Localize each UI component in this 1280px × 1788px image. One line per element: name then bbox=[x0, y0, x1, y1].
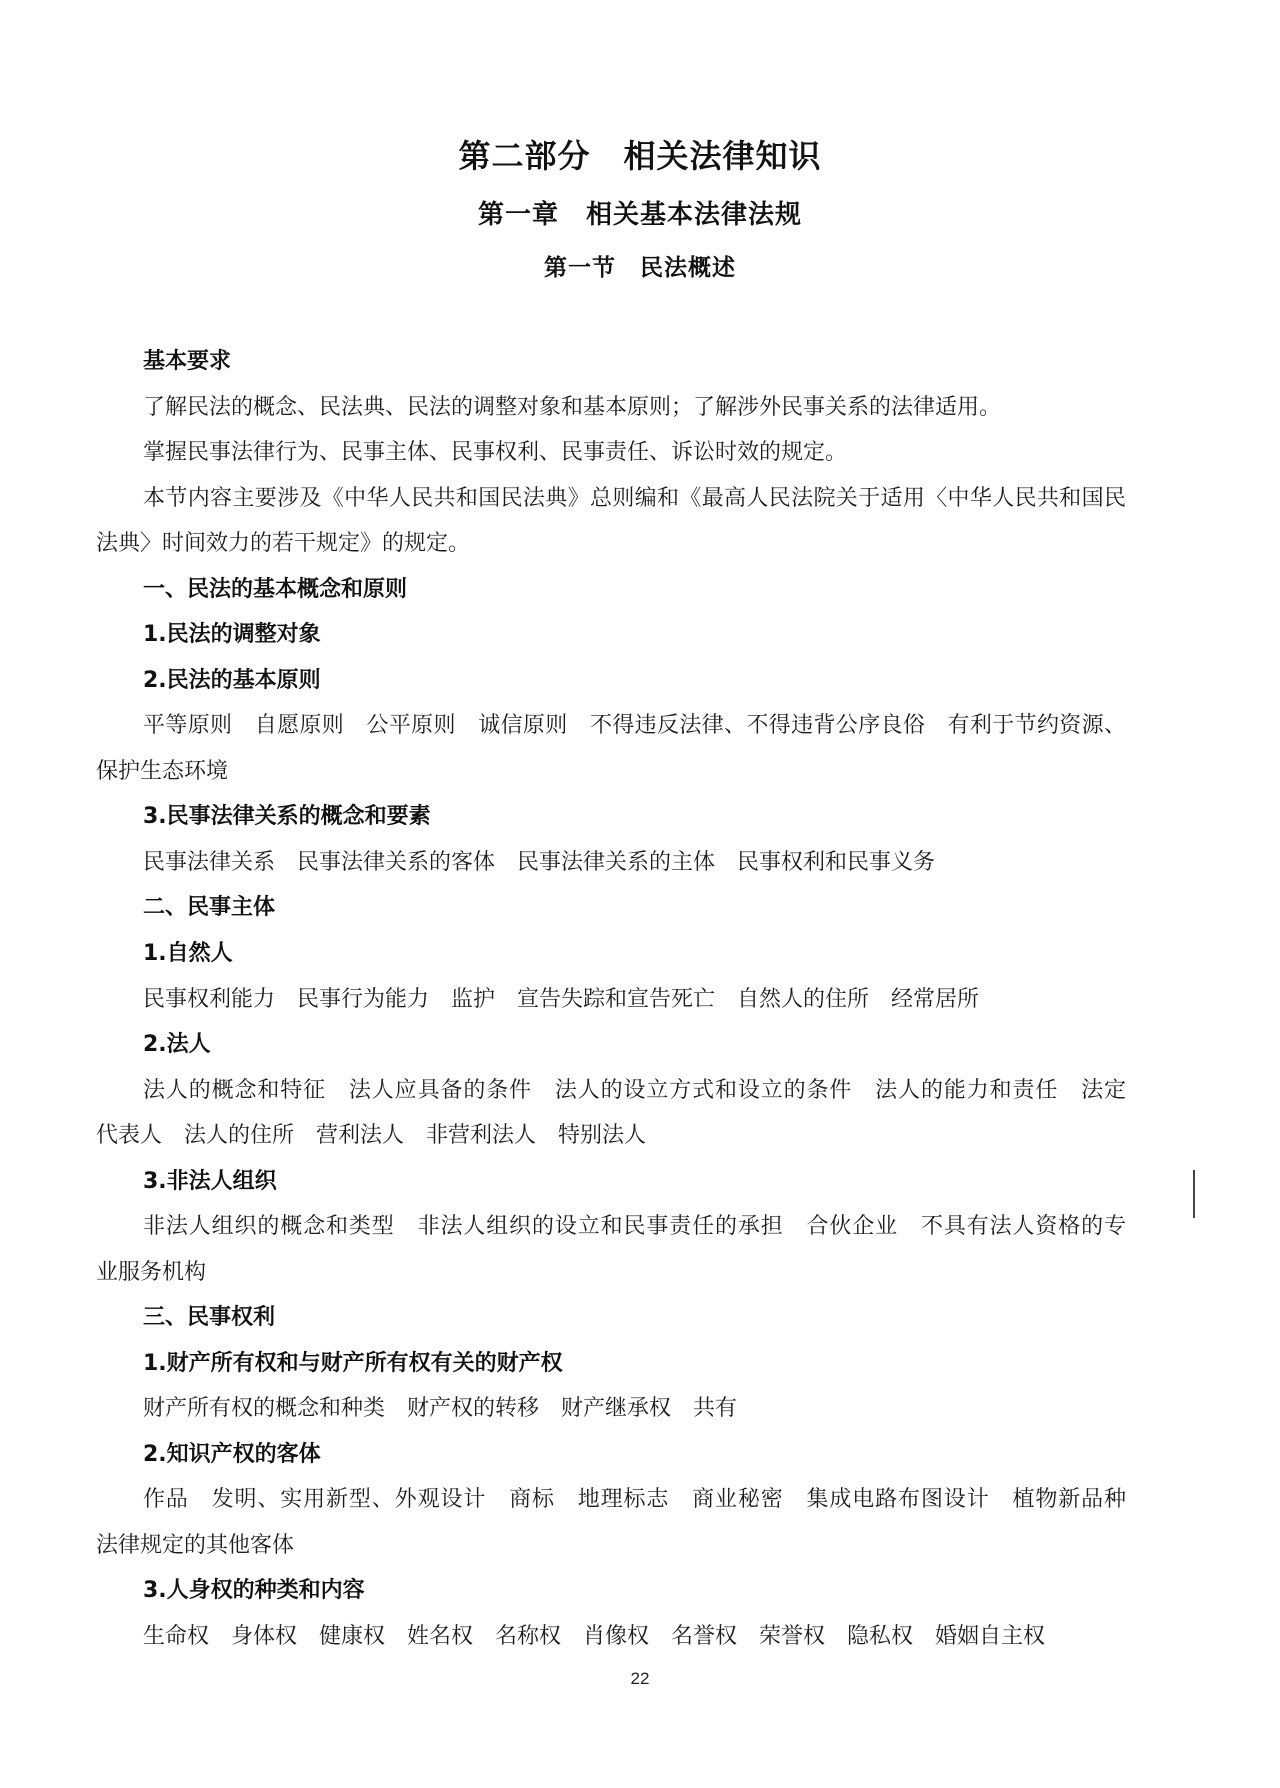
subheading-adjustment-object: 1.民法的调整对象 bbox=[143, 622, 321, 647]
ip-objects-line-1: 作品 发明、实用新型、外观设计 商标 地理标志 商业秘密 集成电路布图设计 植物新品种 bbox=[143, 1487, 1126, 1512]
heading-civil-subjects: 二、民事主体 bbox=[143, 895, 276, 920]
subheading-non-legal-person: 3.非法人组织 bbox=[143, 1169, 277, 1194]
requirements-heading: 基本要求 bbox=[143, 349, 232, 374]
section-title: 第一节 民法概述 bbox=[544, 255, 736, 281]
legal-person-line-1: 法人的概念和特征 法人应具备的条件 法人的设立方式和设立的条件 法人的能力和责任 法定 bbox=[143, 1078, 1126, 1103]
legal-person-line-2: 代表人 法人的住所 营利法人 非营利法人 特别法人 bbox=[96, 1123, 647, 1148]
civil-relations-items: 民事法律关系 民事法律关系的客体 民事法律关系的主体 民事权利和民事义务 bbox=[143, 850, 936, 875]
heading-basic-concepts: 一、民法的基本概念和原则 bbox=[143, 577, 408, 602]
requirement-understand: 了解民法的概念、民法典、民法的调整对象和基本原则；了解涉外民事关系的法律适用。 bbox=[143, 395, 1002, 420]
subheading-natural-person: 1.自然人 bbox=[143, 941, 233, 966]
personal-rights-items: 生命权 身体权 健康权 姓名权 名称权 肖像权 名誉权 荣誉权 隐私权 婚姻自主权 bbox=[143, 1624, 1046, 1649]
subheading-ip-objects: 2.知识产权的客体 bbox=[143, 1442, 321, 1467]
requirement-master: 掌握民事法律行为、民事主体、民事权利、民事责任、诉讼时效的规定。 bbox=[143, 440, 848, 465]
non-legal-person-line-1: 非法人组织的概念和类型 非法人组织的设立和民事责任的承担 合伙企业 不具有法人资格的专 bbox=[143, 1214, 1126, 1239]
subheading-property-rights: 1.财产所有权和与财产所有权有关的财产权 bbox=[143, 1351, 563, 1376]
heading-civil-rights: 三、民事权利 bbox=[143, 1305, 276, 1330]
non-legal-person-line-2: 业服务机构 bbox=[96, 1260, 207, 1285]
subheading-civil-relations: 3.民事法律关系的概念和要素 bbox=[143, 804, 431, 829]
principles-line-1: 平等原则 自愿原则 公平原则 诚信原则 不得违反法律、不得违背公序良俗 有利于节约资源、 bbox=[143, 713, 1126, 738]
page-number: 22 bbox=[630, 1669, 650, 1688]
part-title: 第二部分 相关法律知识 bbox=[458, 137, 822, 175]
text-cursor-mark bbox=[1193, 1170, 1195, 1218]
scope-line-2: 法典〉时间效力的若干规定》的规定。 bbox=[96, 531, 471, 556]
chapter-title: 第一章 相关基本法律法规 bbox=[477, 200, 802, 230]
scope-line-1: 本节内容主要涉及《中华人民共和国民法典》总则编和《最高人民法院关于适用〈中华人民共和国民 bbox=[143, 486, 1126, 511]
subheading-legal-person: 2.法人 bbox=[143, 1032, 211, 1057]
subheading-personal-rights: 3.人身权的种类和内容 bbox=[143, 1578, 365, 1603]
subheading-basic-principles: 2.民法的基本原则 bbox=[143, 668, 321, 693]
principles-line-2: 保护生态环境 bbox=[96, 759, 229, 784]
ip-objects-line-2: 法律规定的其他客体 bbox=[96, 1533, 295, 1558]
property-rights-items: 财产所有权的概念和种类 财产权的转移 财产继承权 共有 bbox=[143, 1396, 738, 1421]
natural-person-items: 民事权利能力 民事行为能力 监护 宣告失踪和宣告死亡 自然人的住所 经常居所 bbox=[143, 987, 980, 1012]
